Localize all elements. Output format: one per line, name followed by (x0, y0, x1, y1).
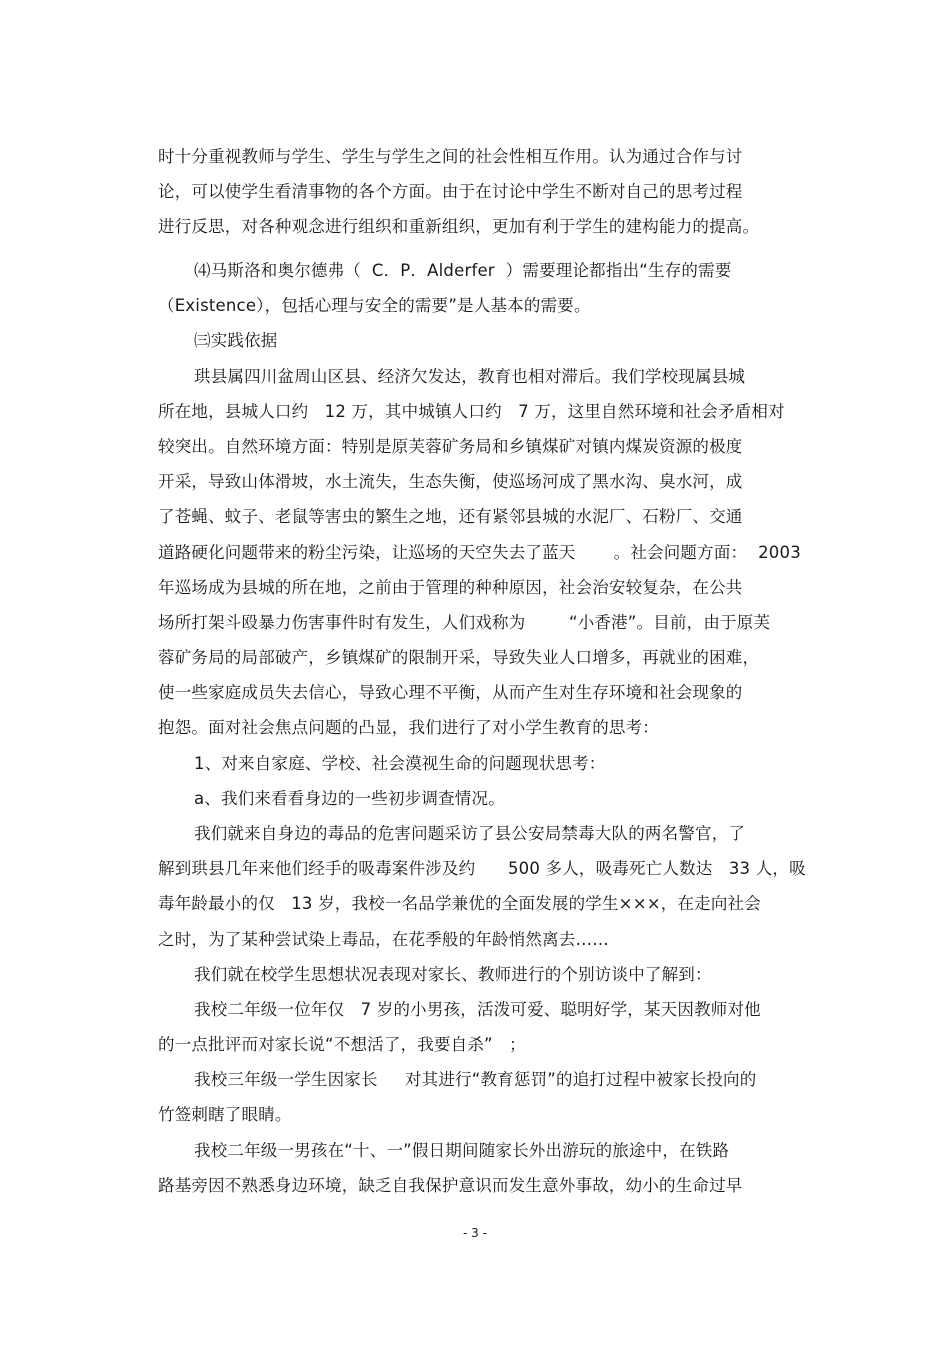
text-line: （Existence），包括心理与安全的需要”是人基本的需要。 (158, 296, 591, 315)
text-line: 1、对来自家庭、学校、社会漠视生命的问题现状思考： (194, 754, 606, 773)
text-line: 时十分重视教师与学生、学生与学生之间的社会性相互作用。认为通过合作与讨 (158, 147, 743, 166)
text-line: 开采，导致山体滑坡，水土流失，生态失衡，使巡场河成了黑水沟、臭水河，成 (158, 472, 743, 491)
text-line: 所在地，县城人口约 12 万，其中城镇人口约 7 万，这里自然环境和社会矛盾相对 (158, 402, 785, 421)
text-line: 路基旁因不熟悉身边环境，缺乏自我保护意识而发生意外事故，幼小的生命过早 (158, 1176, 743, 1195)
text-line: 了苍蝇、蚊子、老鼠等害虫的繁生之地，还有紧邻县城的水泥厂、石粉厂、交通 (158, 507, 743, 526)
page-number: - 3 - (463, 1226, 487, 1240)
text-line: 论，可以使学生看清事物的各个方面。由于在讨论中学生不断对自己的思考过程 (158, 182, 743, 201)
text-line: 较突出。自然环境方面：特别是原芙蓉矿务局和乡镇煤矿对镇内煤炭资源的极度 (158, 437, 743, 456)
text-line: 年巡场成为县城的所在地，之前由于管理的种种原因，社会治安较复杂，在公共 (158, 578, 743, 597)
text-line: 的一点批评而对家长说“不想活了，我要自杀” ； (158, 1035, 526, 1054)
text-line: 抱怨。面对社会焦点问题的凸显，我们进行了对小学生教育的思考： (158, 718, 659, 737)
text-line: ⑷马斯洛和奥尔德弗（ C．P．Alderfer ）需要理论都指出“生存的需要 (194, 261, 732, 280)
text-line: 珙县属四川盆周山区县、经济欠发达，教育也相对滞后。我们学校现属县城 (194, 367, 746, 386)
text-line: 之时，为了某种尝试染上毒品，在花季般的年龄悄然离去…… (158, 930, 609, 949)
text-line: 我校二年级一男孩在“十、一”假日期间随家长外出游玩的旅途中，在铁路 (194, 1141, 730, 1160)
text-line: 竹签刺瞎了眼睛。 (158, 1105, 292, 1124)
text-line: 场所打架斗殴暴力伤害事件时有发生，人们戏称为 “小香港”。目前，由于原芙 (158, 613, 771, 632)
text-line: 我校二年级一位年仅 7 岁的小男孩，活泼可爱、聪明好学，某天因教师对他 (194, 1000, 761, 1019)
text-line: a、我们来看看身边的一些初步调查情况。 (194, 789, 505, 808)
text-line: 进行反思，对各种观念进行组织和重新组织，更加有利于学生的建构能力的提高。 (158, 217, 760, 236)
text-line: 我们就来自身边的毒品的危害问题采访了县公安局禁毒大队的两名警官，了 (194, 824, 746, 843)
text-line: 使一些家庭成员失去信心，导致心理不平衡，从而产生对生存环境和社会现象的 (158, 683, 743, 702)
text-line: 我校三年级一学生因家长 对其进行“教育惩罚”的追打过程中被家长投向的 (194, 1070, 757, 1089)
text-line: 蓉矿务局的局部破产，乡镇煤矿的限制开采，导致失业人口增多，再就业的困难， (158, 648, 760, 667)
text-line: 毒年龄最小的仅 13 岁，我校一名品学兼优的全面发展的学生×××，在走向社会 (158, 894, 761, 913)
text-line: 解到珙县几年来他们经手的吸毒案件涉及约 500 多人，吸毒死亡人数达 33 人，吸 (158, 859, 806, 878)
text-line: 道路硬化问题带来的粉尘污染，让巡场的天空失去了蓝天 。社会问题方面： 2003 (158, 543, 801, 562)
section-heading: ㈢实践依据 (194, 331, 278, 350)
text-line: 我们就在校学生思想状况表现对家长、教师进行的个别访谈中了解到： (194, 965, 712, 984)
